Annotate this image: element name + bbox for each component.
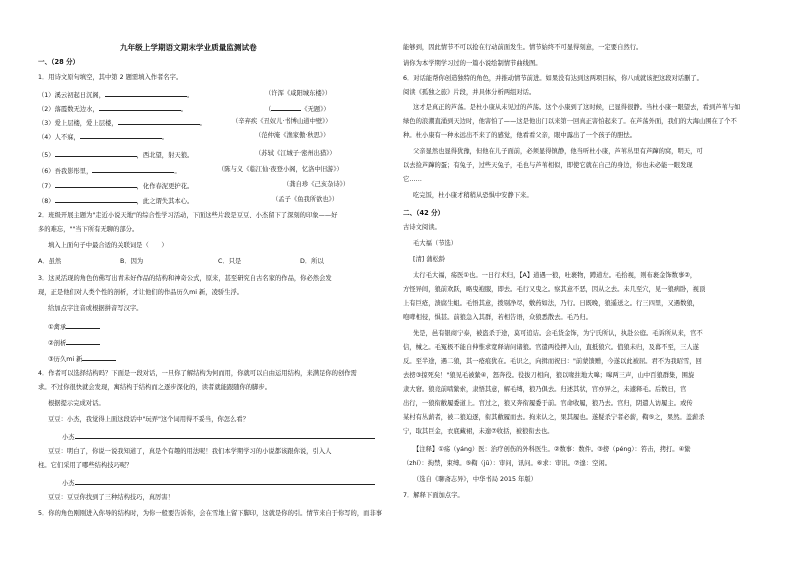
poem-source-7: （龚自珍《己亥杂诗》） (283, 181, 350, 188)
verse-text: 。 (174, 168, 181, 175)
verse-text: 吾我影彤里， (54, 168, 93, 175)
verse-text: 人不寐， (54, 134, 80, 141)
answer-blank[interactable] (118, 118, 200, 125)
q5-continued: 能够到，因此情节不可以抢在行动前面发生。情节始终不可显得刻意，一定要自然行。 (403, 44, 643, 51)
verse-text: 溪云初起日沉阁， (54, 92, 105, 99)
question-3-prompt: 给加点字注音或根据拼音写汉字。 (48, 305, 143, 312)
question-3-line-1: 3．这灵活现的角色仿佛写出青未好作品的结构和神奇公式，原来，甚至研究自古名家的作品，你必然会发 (38, 275, 332, 282)
poem-line-5 (38, 150, 193, 160)
section-two-heading: 二、（42 分） (403, 209, 445, 217)
item-number: （7） (38, 183, 55, 190)
poem-source-3: （辛弃疾《丑奴儿·书博山道中壁》） (232, 118, 332, 125)
excerpt-l8: 去搒③掠死矣！"狼见毛被絷④，怒奔役。役拔刀相向，狼以喙拄地大嗥；嗥两三声，山中百狼群集，围旋 (403, 372, 695, 379)
dialogue-xiaojie-1: 小杰 (62, 432, 375, 442)
passage-p2-l3: 它…… (403, 176, 422, 183)
verse-text: ，化作春泥更护花。 (136, 183, 194, 190)
excerpt-l6: 信，械之。毛冤极不能自伸惟求宽释请问诸狼。官遣两役押入山，直抵狼穴。值狼未归，及暮不至，三人遂 (403, 344, 699, 351)
question-6-line-2: 阅读《孤独之旅》片段，并具体分析两组对话。 (403, 89, 536, 96)
passage-p3: 吃完饭，杜小康才稍稍从恐惧中安静下来。 (413, 192, 533, 199)
dialogue-doudou-2b: 柱。它们采用了哪些结构技巧呢？ (38, 462, 133, 469)
poem-source-8: （孟子《鱼我所欲也》） (272, 196, 339, 203)
excerpt-l10: 出行，一狼衔敝履委道上。官过之，狼又奔衔履委于前。官命收履，狼乃去。官归，阴遣人访履主。或传 (403, 400, 693, 407)
question-1: 1．用诗文原句填空，其中第 2 题需填入作者名字。 (38, 74, 183, 81)
verse-text: 。 (161, 134, 169, 141)
answer-blank[interactable] (66, 322, 100, 329)
verse-text: ，西北望，射天狼。 (136, 152, 194, 159)
poem-line-6 (38, 166, 181, 176)
dialogue-doudou-2: 豆豆：明白了，你说一说我知道了，真是个有趣的用法呢！我们本学期学习的小说都该跟你说，引入人 (48, 448, 332, 455)
question-2-prompt: 填入上面句子中最合适的关联词是（ ） (48, 242, 168, 249)
poem-line-2 (38, 104, 187, 114)
option-c[interactable]: C．只是 (218, 258, 242, 265)
item-number: （4） (38, 134, 55, 141)
question-7: 7．解释下面加点字。 (403, 492, 464, 499)
question-2-line-1: 2．班级开展主题为"走近小说天地"的综合性学习活动，下面这些片段是豆豆、小杰留下了深刻的印象——好 (38, 212, 338, 219)
source-citation: （选自《聊斋志异》，中华书局 2015 年版） (413, 476, 537, 483)
verse-text: 。 (186, 92, 194, 99)
answer-blank[interactable] (92, 166, 174, 173)
question-4-line-2: 求。不过你很快就会发现，寓结构于结构而之逐步深化的，读者就能跟随你的脚步。 (38, 384, 271, 391)
item-number: （5） (38, 152, 55, 159)
passage-p1-l2: 绿色的浪潮直涌到天边时，他害怕了——这是他出门以来第一回真正害怕起来了。在芦荡外面，我们的大海山围在了个不 (403, 118, 737, 125)
question-4-prompt: 根据提示完成对话。 (48, 400, 105, 407)
item-number: （3） (38, 120, 55, 127)
verse-text: 。 (180, 106, 187, 113)
answer-blank[interactable] (66, 338, 100, 345)
annotation-l2: （zhí）：拘禁，束缚。⑤鞫（jū）：审问，讯问。⑥求：审讯。⑦遑：空闲。 (403, 460, 612, 467)
question-6-line-1: 6．对话能帮你创造独特的角色，并推动情节前进。如果没有达到这两项目标，你八成就该把这段对话删了。 (403, 75, 703, 82)
answer-blank[interactable] (80, 132, 162, 139)
item-number: （2） (38, 106, 55, 113)
poem-line-1 (38, 90, 193, 100)
dialogue-doudou-3: 豆豆：豆豆你找到了三种结构技巧，真厉害！ (48, 494, 174, 501)
excerpt-title: 毛大福（节选） (413, 240, 458, 247)
right-column (397, 0, 794, 562)
question-2-line-2: 多的难忘，""当下所有无聊的部分。 (38, 226, 139, 233)
excerpt-author: [清] 蒲松龄 (413, 256, 446, 263)
verse-text: ，此之谓失其本心。 (136, 198, 194, 205)
poem-line-4 (38, 132, 168, 142)
excerpt-l1: 太行毛大福，疡医①也。一日行术归，【A】道遇一狼，吐裹物，蹲道左。毛拾视，则布裹金饰数事②， (413, 272, 697, 279)
dialogue-xiaojie-2: 小杰 (62, 478, 375, 488)
section-one-heading: 一、（28 分） (38, 58, 80, 66)
excerpt-l7: 反。至半途，遇二狼，其一疮痕犹在。毛识之，向揖而祝曰："前蒙馈赠，今遂以此被屈。君不为我昭雪，回 (403, 358, 702, 365)
question-3-line-2: 现，正是他们对人类个性的剖析，才让他们的作品历久mi 新，凌骄生浮。 (38, 289, 244, 296)
poem-source-6: （陈与义《临江仙·夜登小阁，忆洛中旧游》） (218, 166, 343, 173)
answer-blank[interactable] (82, 354, 116, 361)
q3-item-2: ②剖析 (48, 338, 100, 348)
passage-p1-l1: 这才是真正的芦荡。是杜小康从未见过的芦荡。这个小康到了这时候，已显得很静。当杜小康一眼望去，看到芦苇与如 (413, 104, 741, 111)
excerpt-l11: 某村有丛薪者，被二狼迫逐，衔其敝履而去。拘来认之，果其履也。遂疑杀宁者必薪，鞫⑤之，果然。盖薪杀 (403, 414, 705, 421)
option-b[interactable]: B．因为 (120, 258, 144, 265)
excerpt-l5: 先是，邑有银商宁泰，被盗杀于途，莫可追诘。会毛货金饰，为宁氏所认，执赴公庭。毛诉所从来，官不 (413, 330, 703, 337)
poem-line-7 (38, 181, 193, 191)
answer-blank[interactable] (75, 478, 375, 485)
option-a[interactable]: A．虽然 (38, 258, 62, 265)
answer-blank[interactable] (55, 181, 137, 188)
page-title: 九年级上学期语文期末学业质量监测试卷 (120, 43, 257, 52)
q3-item-1: ①禽承 (48, 322, 100, 332)
poem-source-1: （许浑《咸阳城东楼》） (265, 90, 332, 97)
poem-line-3 (38, 118, 206, 128)
excerpt-l12: 宁，取其巨金，衣底藏裙，未遑⑦收括，被狼衔去也。 (403, 428, 554, 435)
poem-line-8 (38, 196, 193, 206)
question-5-line-1: 5．你的角色刚刚进入你导的结构时，为你一般要告诉你，会在雪地上留下脚印，这就是你的引。情节来自于你写的，而非事 (38, 510, 383, 517)
q5-task: 请你为本学期学习过的一篇小说绘制情节曲线图。 (403, 60, 542, 67)
answer-blank[interactable] (105, 90, 187, 97)
q3-item-3: ③历久mi 新 (48, 354, 116, 364)
item-number: （6） (38, 168, 55, 175)
passage-p2-l1: 父亲显然也显得犹豫，但他在儿子面前，必须显得镇静，他当听杜小康，芦苇丛里有芦蹿的窝，明天，可 (413, 148, 703, 155)
item-number: （8） (38, 198, 55, 205)
passage-p1-l3: 种。杜小康有一种永远出不来了的感觉，他看看父亲，眼中露出了一个孩子的胆怯。 (403, 132, 636, 139)
dialogue-doudou-1: 豆豆：小杰，我觉得上面这段话中"玩弄"这个词用得不妥当，你怎么看？ (48, 416, 249, 423)
author-blank[interactable] (271, 104, 301, 111)
poem-source-5: （苏轼《江城子·密州出猎》） (255, 150, 336, 157)
poem-source-4: （范仲淹《渔家傲·秋思》） (255, 132, 330, 139)
answer-blank[interactable] (55, 196, 137, 203)
answer-blank[interactable] (55, 150, 137, 157)
annotation-l1: 【注释】①疡（yáng）医：治疗创伤的外科医生。②数事：数件。③搒（péng）：笞击，拷打。④絷 (413, 446, 691, 453)
classical-reading-label: 古诗文阅读。 (403, 224, 441, 231)
option-d[interactable]: D．所以 (300, 258, 324, 265)
passage-p2-l2: 以去捡芦蹿的蛋；有兔子，过些天兔子，毛也与芦苇相似，即使它就在自己的身边，你也未必能一眼发现 (403, 162, 693, 169)
question-4-line-1: 4．作者可以选择结构吗？下面是一段对话，一旦你了解结构为何而用，你就可以自由运用结构，来满足你的创作需 (38, 370, 357, 377)
verse-text: 落霞数无边水， (54, 106, 99, 113)
verse-text: 爱上层楼，爱上层楼， (54, 120, 118, 127)
poem-source-2: （ 《无题》） (265, 106, 330, 113)
verse-text: 。 (199, 120, 206, 127)
answer-blank[interactable] (75, 432, 375, 439)
excerpt-l4: 咆哮相侵，惧甚。前狼急入其群，若相告语，众狼悉散去。毛乃归。 (403, 314, 592, 321)
excerpt-l3: 上有巨疮，溃腐生蛆。毛悟其意，拨剔净尽，敷药如法，乃行。日既晚，狼遥送之。行三四里，又遇数狼， (403, 300, 699, 307)
answer-blank[interactable] (99, 104, 181, 111)
excerpt-l9: 隶大窘。狼竞前啮絷索，隶悟其意，解毛缚，狼乃俱去。归述其状，官亦异之，未遽释毛。后数日，官 (403, 386, 687, 393)
item-number: （1） (38, 92, 55, 99)
excerpt-l2: 方怪异间，狼前欢跃，略曳袍服，即去。毛行又曳之。察其意不恶，因从之去。未几至穴，见一狼病卧，视顶 (403, 286, 706, 293)
